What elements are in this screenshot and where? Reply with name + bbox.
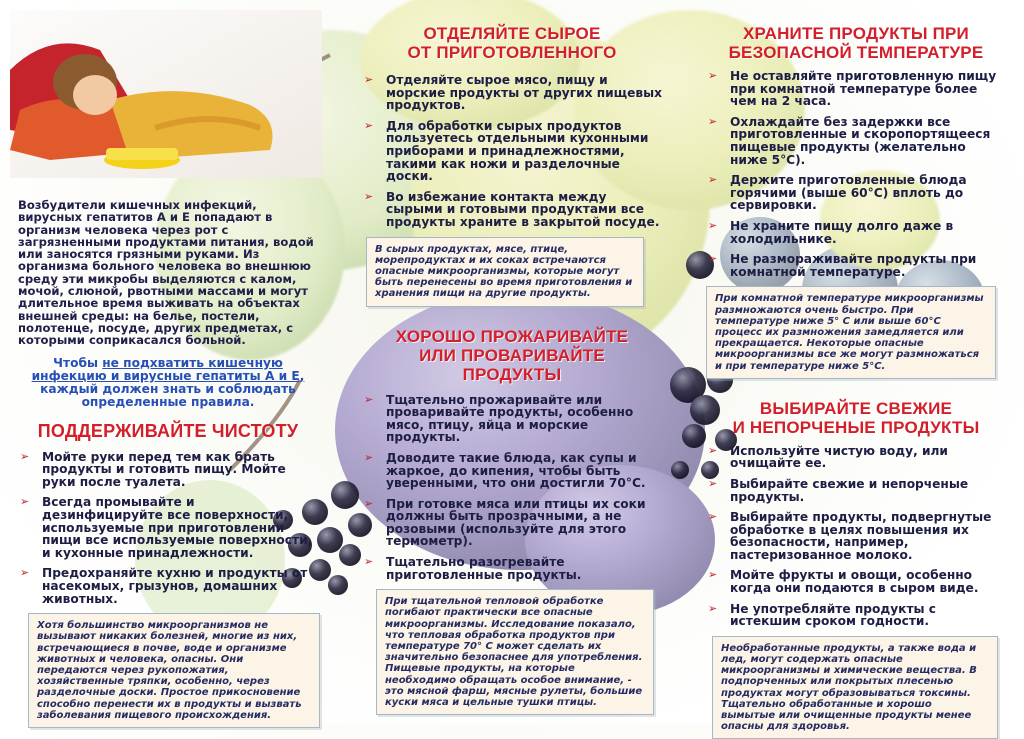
separate-title (362, 24, 662, 62)
rules-intro (18, 357, 318, 409)
list-item-text: Выбирайте свежие и непорченые продукты. (730, 476, 969, 504)
arrow-bullet-icon: ➢ (364, 73, 374, 86)
arrow-bullet-icon: ➢ (708, 69, 718, 82)
list-item (706, 478, 1006, 503)
temperature-list (706, 70, 1006, 278)
temperature-title (706, 24, 1006, 62)
arrow-bullet-icon: ➢ (708, 510, 718, 524)
cleanliness-note: Хотя большинство микроорганизмов не вызывают никаких болезней, многие из них, встречающиеся в почве, воде и организме животных и человека, опасны. Они передаются через рукопожатия, хозяйственные тряпки, особенно, через разделочные доски. Простое прикосновение способно перенести их в продукты и вызвать заболевания пищевого происхождения. (28, 613, 320, 728)
arrow-bullet-icon: ➢ (708, 568, 718, 582)
list-item-text: Не храните пищу долго даже в холодильнике. (730, 218, 954, 246)
list-item (706, 253, 1006, 278)
arrow-bullet-icon: ➢ (364, 450, 374, 464)
rules-intro-underlined: не подхватить кишечную инфекцию и вирусные гепатиты А и Е, (31, 355, 305, 383)
cook-title (362, 327, 662, 384)
list-item (18, 496, 318, 559)
list-item (706, 511, 1006, 561)
list-item-text: Не употребляйте продукты с истекшим сроком годности. (730, 601, 937, 629)
list-item-text: Мойте руки перед тем как брать продукты и готовить пищу. Мойте руки после туалета. (42, 449, 286, 489)
list-item-text: Тщательно прожаривайте или проваривайте продукты, особенно мясо, птицу, яйца и морские продукты. (386, 392, 634, 445)
temperature-title-line2: БЕЗОПАСНОЙ ТЕМПЕРАТУРЕ (728, 43, 984, 62)
arrow-bullet-icon: ➢ (708, 252, 718, 266)
list-item-text: Отделяйте сырое мясо, пищу и морские продукты от других пищевых продуктов. (386, 73, 663, 113)
list-item-text: Предохраняйте кухню и продукты от насекомых, грызунов, домашних животных. (42, 566, 308, 606)
arrow-bullet-icon: ➢ (364, 392, 374, 406)
fresh-list (706, 445, 1006, 628)
list-item (362, 556, 662, 581)
arrow-bullet-icon: ➢ (364, 118, 374, 132)
list-item-text: Доводите такие блюда, как супы и жаркое, до кипения, чтобы быть уверенными, что они достигли 70°С. (386, 450, 646, 491)
cook-title-line3: ПРОДУКТЫ (462, 364, 562, 384)
list-item-text: Выбирайте продукты, подвергнутые обработке в целях повышения их безопасности, например, пастеризованное молоко. (730, 510, 992, 562)
list-item-text: Используйте чистую воду, или очищайте ее. (730, 443, 948, 471)
arrow-bullet-icon: ➢ (708, 601, 718, 615)
intro-text: Возбудители кишечных инфекций, вирусных гепатитов А и Е попадают в организм человека через рот с загрязненными продуктами питания, водой или заносятся грязными руками. Из организма больного человека во внешнюю среду эти микробы выделяются с калом, мочой, слюной, рвотными массами и могут длительное время выживать на объектах внешней среды: на белье, постели, полотенце, посуде, других предметах, с которыми соприкасался больной. (18, 198, 314, 348)
list-item (706, 603, 1006, 628)
list-item (362, 394, 662, 444)
cleanliness-list (18, 451, 318, 606)
fresh-title-line2: И НЕПОРЧЕНЫЕ ПРОДУКТЫ (732, 417, 980, 437)
list-item (706, 220, 1006, 245)
list-item (706, 445, 1006, 470)
cook-note: При тщательной тепловой обработке погибают практически все опасные микроорганизмы. Исследование показало, что тепловая обработка продуктов при температуре 70° С может сделать их значительно безопаснее для употребления. Пищевые продукты, на которые необходимо обращать особое внимание, - это мясной фарш, мясные рулеты, большие куски мяса и цельные тушки птицы. (376, 589, 654, 715)
list-item (18, 451, 318, 489)
separate-title-line2: ОТ ПРИГОТОВЛЕННОГО (407, 43, 617, 62)
cook-title-line1: ХОРОШО ПРОЖАРИВАЙТЕ (395, 326, 629, 346)
list-item (18, 567, 318, 605)
arrow-bullet-icon: ➢ (708, 476, 718, 490)
temperature-note: При комнатной температуре микроорганизмы размножаются очень быстро. При температуре ниже 5° С или выше 60°С процесс их размножения замедляется или прекращается. Некоторые опасные микроорганизмы все же могут размножаться и при температуре ниже 5°С. (706, 286, 996, 378)
separate-note: В сырых продуктах, мясе, птице, морепродуктах и их соках встречаются опасные микроорганизмы, которые могут быть перенесены во время приготовления и хранения пищи на другие продукты. (366, 237, 644, 307)
fresh-title (706, 399, 1006, 437)
list-item-text: Всегда промывайте и дезинфицируйте все поверхности, используемые при приготовлении пищи все используемые поверхности, и кухонные принадлежности. (42, 495, 313, 560)
separate-title-line1: ОТДЕЛЯЙТЕ СЫРОЕ (423, 24, 601, 43)
arrow-bullet-icon: ➢ (364, 189, 374, 203)
list-item-text: Не размораживайте продукты при комнатной температуре. (730, 252, 977, 279)
cook-list (362, 394, 662, 582)
fresh-note: Необработанные продукты, а также вода и лед, могут содержать опасные микроорганизмы и химические вещества. В подпорченных или покрытых плесенью продуктах могут образовываться токсины. Тщательно обработанные и хорошо вымытые или очищенные продукты менее опасны для здоровья. (712, 636, 998, 739)
list-item-text: При готовке мяса или птицы их соки должны быть прозрачными, а не розовыми (используйте для этого термометр). (386, 496, 646, 549)
list-item-text: Во избежание контакта между сырыми и готовыми продуктами все продукты храните в закрытой посуде. (386, 189, 660, 229)
separate-list (362, 74, 662, 229)
sick-child-photo (10, 10, 322, 178)
arrow-bullet-icon: ➢ (708, 173, 718, 187)
list-item (362, 452, 662, 490)
temperature-title-line1: ХРАНИТЕ ПРОДУКТЫ ПРИ (743, 24, 969, 43)
arrow-bullet-icon: ➢ (364, 555, 374, 569)
fresh-title-line1: ВЫБИРАЙТЕ СВЕЖИЕ (759, 398, 953, 418)
list-item-text: Охлаждайте без задержки все приготовленные и скоропортящееся пищевые продукты (желательно ниже 5°С). (730, 114, 991, 167)
arrow-bullet-icon: ➢ (708, 218, 718, 232)
cleanliness-title: ПОДДЕРЖИВАЙТЕ ЧИСТОТУ (37, 420, 299, 441)
arrow-bullet-icon: ➢ (20, 495, 30, 509)
rules-intro-part1: Чтобы (53, 355, 103, 370)
list-item (706, 174, 1006, 212)
column-left (18, 10, 318, 728)
arrow-bullet-icon: ➢ (20, 566, 30, 580)
list-item (362, 120, 662, 183)
list-item (362, 498, 662, 548)
list-item (362, 191, 662, 229)
cook-title-line2: ИЛИ ПРОВАРИВАЙТЕ (419, 345, 605, 365)
arrow-bullet-icon: ➢ (708, 114, 718, 128)
list-item-text: Для обработки сырых продуктов пользуетесь отдельными кухонными приборами и принадлежностями, такими как ножи и разделочные доски. (386, 118, 649, 184)
list-item (706, 70, 1006, 108)
list-item (706, 116, 1006, 166)
arrow-bullet-icon: ➢ (708, 443, 718, 457)
arrow-bullet-icon: ➢ (20, 449, 30, 463)
list-item-text: Мойте фрукты и овощи, особенно когда они подаются в сыром виде. (730, 568, 979, 596)
list-item (706, 569, 1006, 594)
list-item-text: Держите приготовленные блюда горячими (выше 60°С) вплоть до сервировки. (730, 173, 967, 213)
rules-intro-part2: каждый должен знать и соблюдать определенные правила. (40, 381, 296, 409)
list-item (362, 74, 662, 112)
list-item-text: Тщательно разогревайте приготовленные продукты. (386, 555, 582, 582)
arrow-bullet-icon: ➢ (364, 496, 374, 510)
column-right (706, 24, 1006, 739)
list-item-text: Не оставляйте приготовленную пищу при комнатной температуре более чем на 2 часа. (730, 69, 997, 109)
column-middle (362, 24, 662, 715)
